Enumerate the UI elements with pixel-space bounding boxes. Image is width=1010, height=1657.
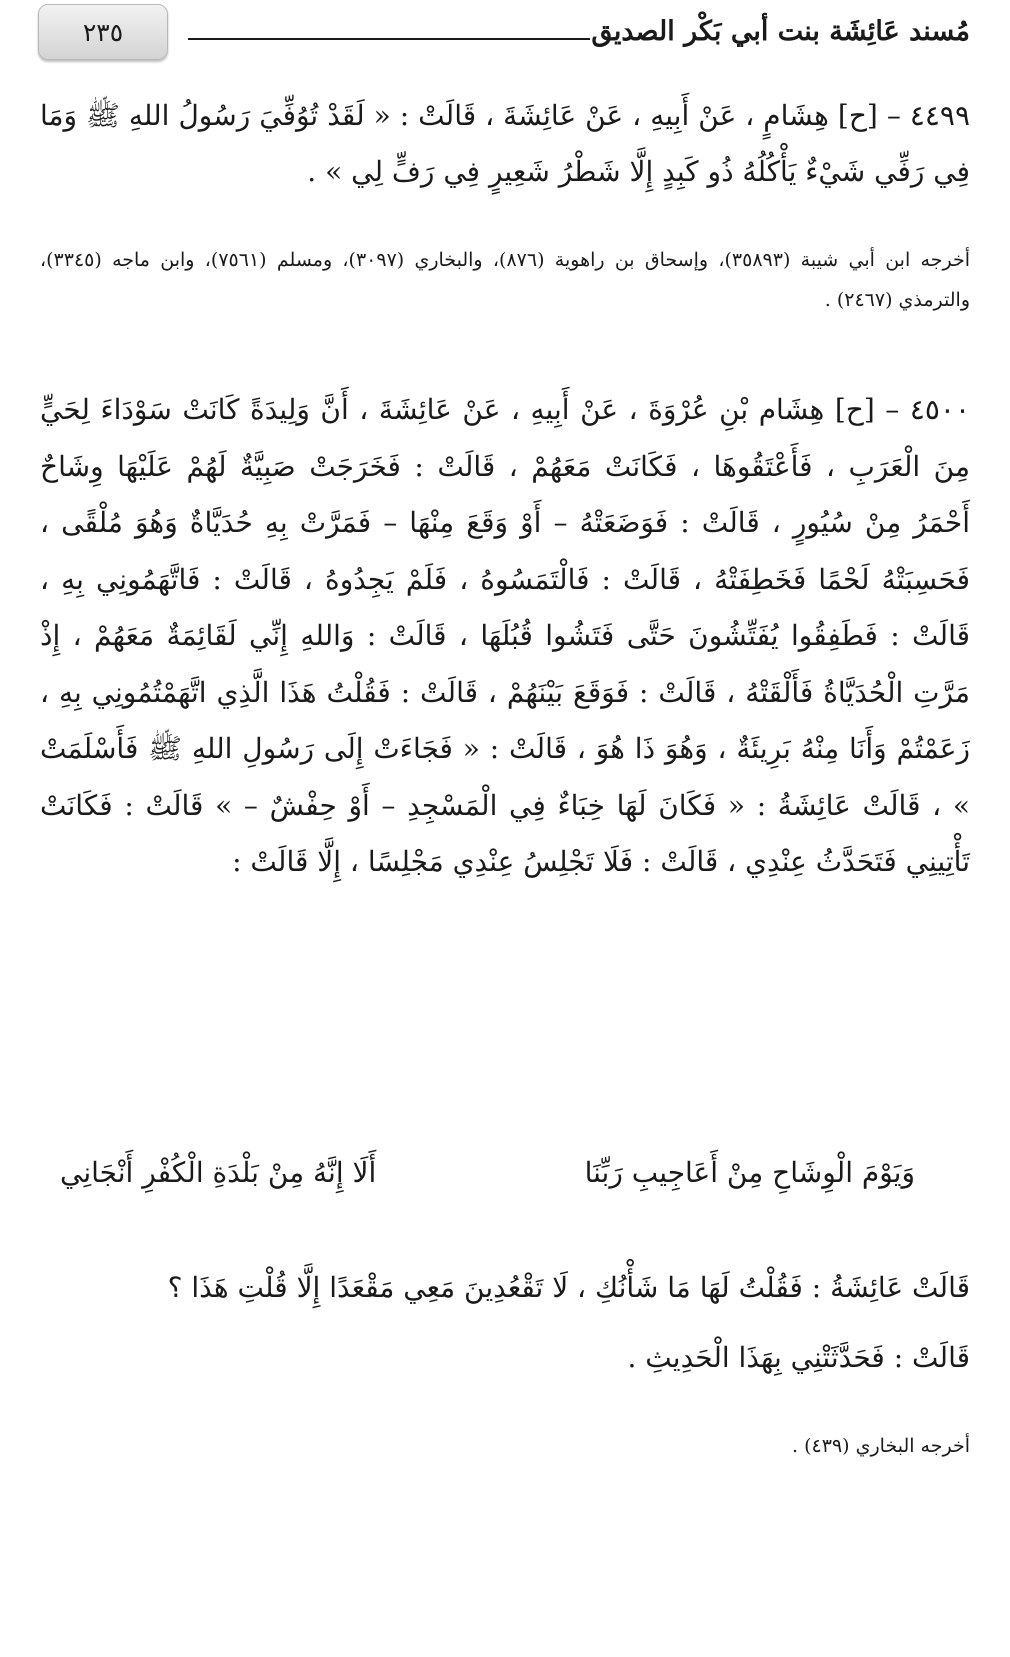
running-title: مُسند عَائِشَة بنت أبي بَكْر الصديق — [591, 16, 970, 47]
takhrij-footnote: أخرجه البخاري (٤٣٩) . — [792, 1435, 970, 1457]
page-header — [38, 4, 970, 64]
poetry-verse — [40, 1150, 970, 1206]
hadith-4500 — [40, 382, 970, 891]
takhrij-footnote: أخرجه ابن أبي شيبة (٣٥٨٩٣)، وإسحاق بن راهوية (٨٧٦)، والبخاري (٣٠٩٧)، ومسلم (٧٥٦١)، وابن ماجه (٣٣٤٥)، والترمذي (٢٤٦٧) . — [40, 249, 970, 311]
page-number: ٢٣٥ — [82, 17, 124, 47]
hadith-4500-continuation — [40, 1253, 970, 1393]
hadith-text: – [ح] هِشَامٍ ، عَنْ أَبِيهِ ، عَنْ عَائِشَةَ ، قَالَتْ : « لَقَدْ تُوُفِّيَ رَسُولُ اللهِ ﷺ وَمَا فِي رَفِّي شَيْءٌ يَأْكُلُهُ ذُو كَبِدٍ إِلَّا شَطْرُ شَعِيرٍ فِي رَفٍّ لِي » . — [40, 99, 970, 188]
hadith-number: ٤٤٩٩ — [909, 99, 970, 132]
hadith-4499 — [40, 88, 970, 200]
page-number-tab — [38, 4, 168, 60]
header-rule — [188, 38, 590, 40]
continuation-line: قَالَتْ عَائِشَةُ : فَقُلْتُ لَهَا مَا شَأْنُكِ ، لَا تَقْعُدِينَ مَعِي مَقْعَدًا إِلَّا قُلْتِ هَذَا ؟ — [167, 1271, 970, 1304]
verse-second-hemistich: أَلَا إِنَّهُ مِنْ بَلْدَةِ الْكُفْرِ أَنْجَانِي — [60, 1156, 377, 1189]
verse-first-hemistich: وَيَوْمَ الْوِشَاحِ مِنْ أَعَاجِيبِ رَبِّنَا — [584, 1156, 915, 1189]
hadith-number: ٤٥٠٠ — [909, 393, 970, 426]
hadith-text: – [ح] هِشَام بْنِ عُرْوَةَ ، عَنْ أَبِيهِ ، عَنْ عَائِشَةَ ، أَنَّ وَلِيدَةً كَانَتْ سَوْدَاءَ لِحَيٍّ مِنَ الْعَرَبِ ، فَأَعْتَقُوهَا ، فَكَانَتْ مَعَهُمْ ، قَالَتْ : فَخَرَجَتْ صَبِيَّةٌ لَهُمْ عَلَيْهَا وِشَاحٌ أَحْمَرُ مِنْ سُيُورٍ ، قَالَتْ : فَوَضَعَتْهُ – أَوْ وَقَعَ مِنْهَا – فَمَرَّتْ بِهِ حُدَيَّاةٌ وَهُوَ مُلْقًى ، فَحَسِبَتْهُ لَحْمًا فَخَطِفَتْهُ ، قَالَتْ : فَالْتَمَسُوهُ ، فَلَمْ يَجِدُوهُ ، قَالَتْ : فَاتَّهَمُونِي بِهِ ، قَالَتْ : فَطَفِقُوا يُفَتِّشُونَ حَتَّى فَتَشُوا قُبُلَهَا ، قَالَتْ : وَاللهِ إِنِّي لَقَائِمَةٌ مَعَهُمْ ، إِذْ مَرَّتِ الْحُدَيَّاةُ فَأَلْقَتْهُ ، قَالَتْ : فَوَقَعَ بَيْنَهُمْ ، قَالَتْ : فَقُلْتُ هَذَا الَّذِي اتَّهَمْتُمُونِي بِهِ ، زَعَمْتُمْ وَأَنَا مِنْهُ بَرِيئَةٌ ، وَهُوَ ذَا هُوَ ، قَالَتْ : « فَجَاءَتْ إِلَى رَسُولِ اللهِ ﷺ فَأَسْلَمَتْ » ، قَالَتْ عَائِشَةُ : « فَكَانَ لَهَا خِبَاءٌ فِي الْمَسْجِدِ – أَوْ حِفْشٌ – » قَالَتْ : فَكَانَتْ تَأْتِينِي فَتَحَدَّثُ عِنْدِي ، قَالَتْ : فَلَا تَجْلِسُ عِنْدِي مَجْلِسًا ، إِلَّا قَالَتْ : — [40, 393, 970, 878]
continuation-line: قَالَتْ : فَحَدَّثَتْنِي بِهَذَا الْحَدِيثِ . — [627, 1341, 970, 1374]
